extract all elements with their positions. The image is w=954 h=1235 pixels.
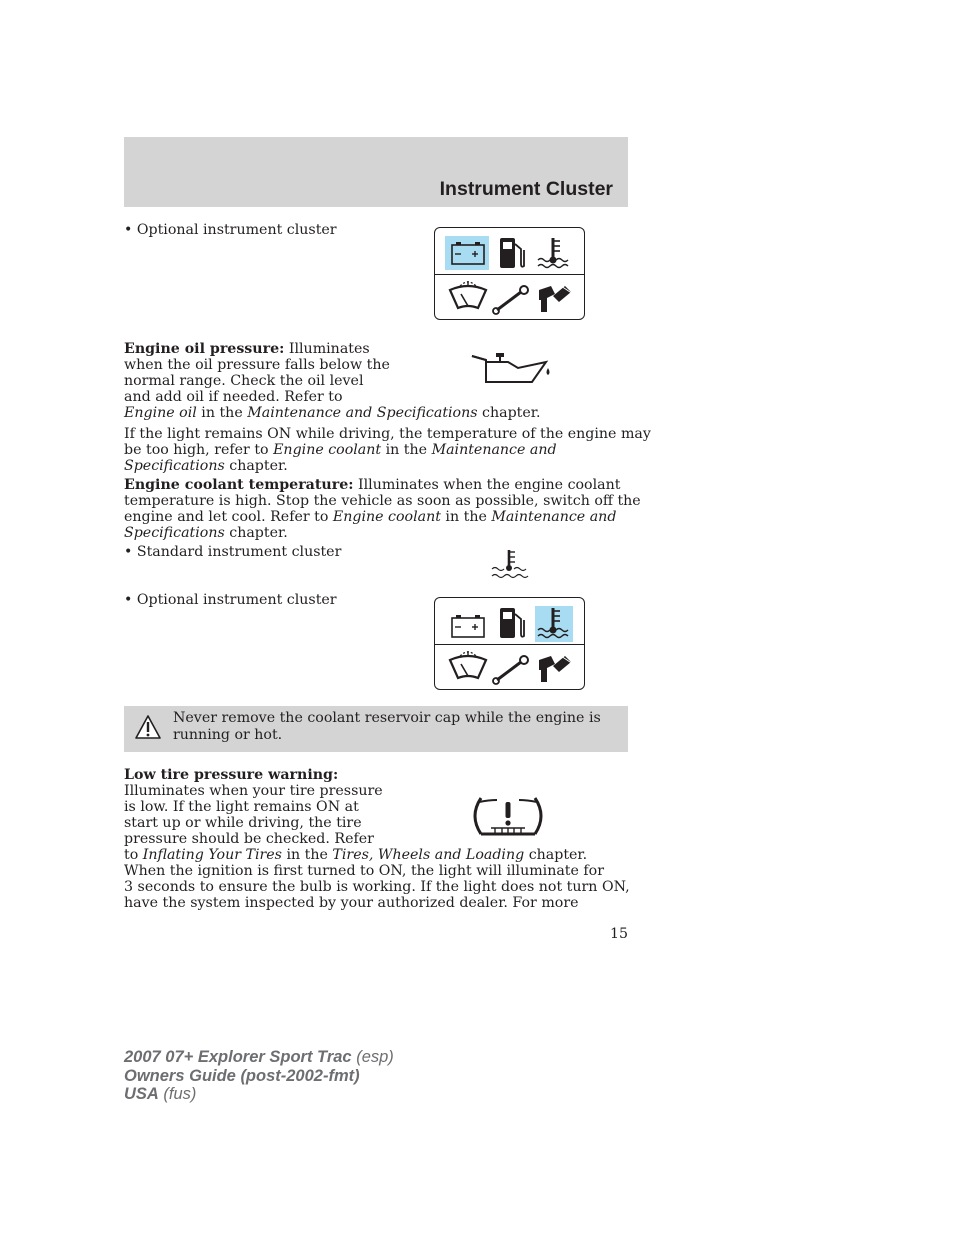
hot-text: chapter. xyxy=(224,458,288,474)
tire-text: have the system inspected by your authorized dealer. For more xyxy=(124,895,579,911)
battery-icon xyxy=(452,615,484,637)
oil-text: normal range. Check the oil level xyxy=(124,373,364,389)
coolant-heading: Engine coolant temperature: xyxy=(124,477,354,493)
tire-text: is low. If the light remains ON at xyxy=(124,799,359,815)
tire-pressure-paragraph xyxy=(124,767,630,911)
tire-text: to xyxy=(124,847,143,863)
oil-text: and add oil if needed. Refer to xyxy=(124,389,343,405)
oil-text: when the oil pressure falls below the xyxy=(124,357,390,373)
ref-inflating-tires: Inflating Your Tires xyxy=(142,847,282,863)
footer-region: USA xyxy=(124,1085,159,1103)
washer-icon xyxy=(450,281,486,308)
footer-guide: Owners Guide (post-2002-fmt) xyxy=(124,1066,360,1085)
hot-engine-paragraph xyxy=(124,426,651,474)
coolant-paragraph xyxy=(124,477,641,541)
oil-can-icon xyxy=(468,348,554,382)
coolant-temp-icon xyxy=(489,548,529,582)
coolant-text: Illuminates when the engine coolant xyxy=(353,477,621,493)
section-title: Instrument Cluster xyxy=(439,178,613,200)
fuel-pump-icon xyxy=(500,238,524,268)
footer-model: 2007 07+ Explorer Sport Trac xyxy=(124,1048,352,1066)
page-number: 15 xyxy=(609,926,628,942)
hot-text: in the xyxy=(381,442,432,458)
tire-text: Illuminates when your tire pressure xyxy=(124,783,383,799)
footer-code: (fus) xyxy=(158,1085,197,1103)
bullet-optional-cluster: • Optional instrument cluster xyxy=(124,592,337,608)
bullet-optional-cluster: • Optional instrument cluster xyxy=(124,222,337,238)
coolant-text: engine and let cool. Refer to xyxy=(124,509,333,525)
document-footer xyxy=(124,1048,394,1104)
cluster-icons xyxy=(435,598,586,691)
optional-cluster-coolant-diagram xyxy=(434,597,585,690)
ref-specifications: Specifications xyxy=(124,458,225,474)
ref-text: in the xyxy=(196,405,248,421)
oil-heading: Engine oil pressure: xyxy=(124,341,285,357)
warning-line: Never remove the coolant reservoir cap while the engine is xyxy=(173,710,601,726)
cluster-icons xyxy=(435,228,586,321)
ref-maintenance: Maintenance and Specifications xyxy=(247,405,478,421)
coolant-text: temperature is high. Stop the vehicle as soon as possible, switch off the xyxy=(124,493,641,509)
ref-specifications: Specifications xyxy=(124,525,225,541)
tire-text: start up or while driving, the tire xyxy=(124,815,362,831)
washer-icon xyxy=(450,651,486,678)
hot-text: If the light remains ON while driving, the temperature of the engine may xyxy=(124,426,651,442)
coolant-text: chapter. xyxy=(224,525,288,541)
ref-maintenance: Maintenance and xyxy=(431,442,557,458)
warning-line: running or hot. xyxy=(173,727,283,743)
ref-engine-coolant: Engine coolant xyxy=(273,442,382,458)
coolant-temp-icon xyxy=(538,608,568,638)
tire-pressure-icon xyxy=(467,796,549,838)
header-band xyxy=(124,137,628,207)
ref-text: chapter. xyxy=(477,405,541,421)
wrench-icon xyxy=(493,286,528,314)
oil-reference xyxy=(124,405,540,421)
warning-text xyxy=(173,710,601,744)
footer-code: (esp) xyxy=(351,1048,394,1066)
door-ajar-icon xyxy=(539,656,573,682)
ref-engine-oil: Engine oil xyxy=(124,405,197,421)
tire-heading: Low tire pressure warning: xyxy=(124,767,339,783)
ref-tires-wheels-loading: Tires, Wheels and Loading xyxy=(332,847,525,863)
ref-maintenance: Maintenance and xyxy=(491,509,617,525)
tire-text: in the xyxy=(281,847,333,863)
hot-text: be too high, refer to xyxy=(124,442,274,458)
tire-text: When the ignition is first turned to ON, the light will illuminate for xyxy=(124,863,604,879)
oil-text: Illuminates xyxy=(288,341,370,357)
bullet-standard-cluster: • Standard instrument cluster xyxy=(124,544,342,560)
coolant-text: in the xyxy=(440,509,492,525)
warning-triangle-icon xyxy=(134,714,162,740)
coolant-temp-icon xyxy=(538,238,568,268)
battery-icon xyxy=(452,242,484,264)
tire-text: chapter. xyxy=(524,847,588,863)
door-ajar-icon xyxy=(539,286,573,312)
optional-cluster-battery-diagram xyxy=(434,227,585,320)
oil-pressure-paragraph xyxy=(124,341,424,405)
tire-text: pressure should be checked. Refer xyxy=(124,831,374,847)
fuel-pump-icon xyxy=(500,608,524,638)
ref-engine-coolant: Engine coolant xyxy=(332,509,441,525)
warning-box xyxy=(124,706,628,752)
wrench-icon xyxy=(493,656,528,684)
tire-text: 3 seconds to ensure the bulb is working. If the light does not turn ON, xyxy=(124,879,630,895)
